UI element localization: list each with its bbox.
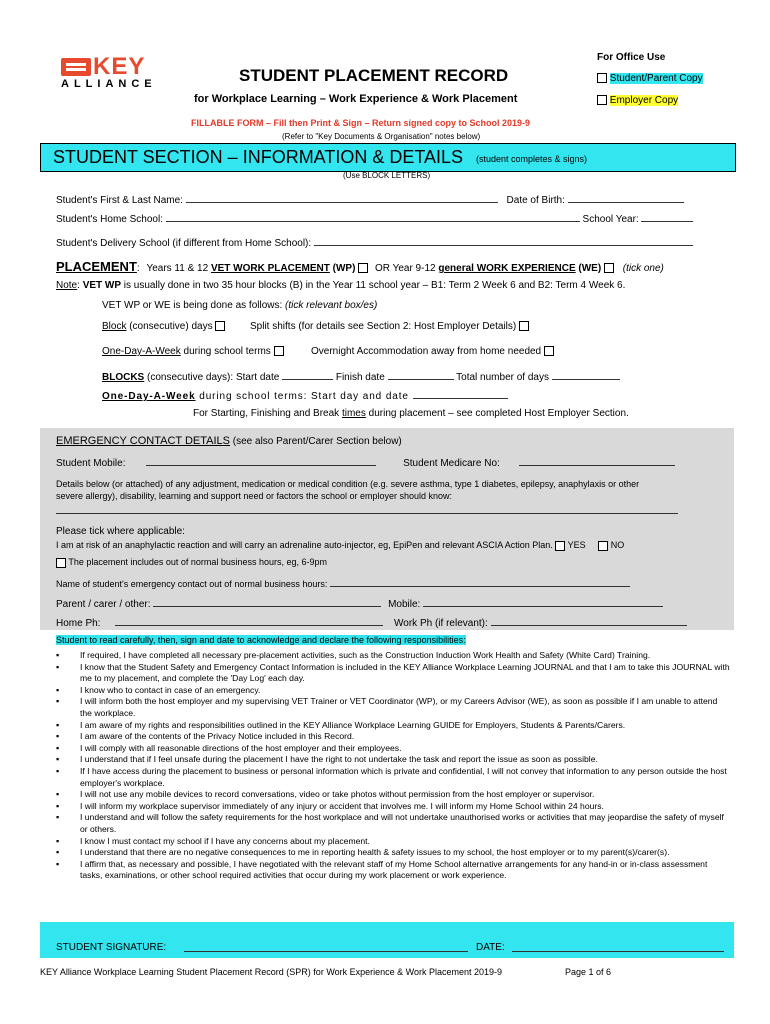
we-checkbox[interactable] bbox=[604, 263, 614, 273]
dob-field[interactable] bbox=[568, 193, 684, 203]
odaw-row bbox=[102, 389, 508, 402]
delivery-school-row bbox=[56, 236, 693, 249]
list-item: ▪ I am aware of my rights and responsibilities outlined in the KEY Alliance Workplace Learning GUIDE for Employers, Students & Parents/Carers. bbox=[56, 720, 731, 732]
page-title: STUDENT PLACEMENT RECORD bbox=[239, 66, 509, 85]
blocks-row bbox=[102, 370, 620, 383]
emergency-heading-row bbox=[56, 435, 402, 447]
odaw-field[interactable] bbox=[413, 389, 508, 399]
parent-field[interactable] bbox=[153, 597, 381, 607]
logo-brand: KEY bbox=[93, 53, 146, 80]
student-mobile-label: Student Mobile: bbox=[56, 458, 126, 469]
placement-note bbox=[56, 280, 625, 291]
school-year-field[interactable] bbox=[641, 212, 693, 222]
odaw-label: One-Day-A-Week bbox=[102, 391, 196, 402]
tick-relevant-note: (tick relevant box/es) bbox=[285, 300, 378, 311]
times-word: times bbox=[341, 408, 366, 419]
checkbox[interactable] bbox=[597, 95, 607, 105]
signature-section bbox=[40, 922, 734, 958]
or-label: OR Year 9-12 bbox=[374, 263, 436, 274]
please-tick: Please tick where applicable: bbox=[56, 526, 185, 537]
signature-label: STUDENT SIGNATURE: bbox=[56, 942, 167, 953]
list-item: ▪ I will inform my workplace supervisor immediately of any injury or accident that involves me. I will inform my Home School within 24 hours. bbox=[56, 801, 731, 813]
name-row bbox=[56, 193, 684, 206]
key-alliance-logo bbox=[61, 53, 159, 93]
section-note: (student completes & signs) bbox=[476, 154, 588, 164]
name-label: Student's First & Last Name: bbox=[56, 195, 183, 206]
delivery-school-label: Student's Delivery School (if different from Home School): bbox=[56, 238, 312, 249]
anaphylactic-label: I am at risk of an anaphylactic reaction and will carry an adrenaline auto-injector, eg, EpiPen and relevant ASCIA Action Plan. bbox=[56, 540, 553, 550]
home-school-label: Student's Home School: bbox=[56, 214, 163, 225]
contact-name-label: Name of student's emergency contact out of normal business hours: bbox=[56, 579, 328, 589]
list-item: ▪ I know who to contact in case of an emergency. bbox=[56, 685, 731, 697]
blocks-rest: (consecutive days): Start date bbox=[144, 372, 283, 383]
placement-heading: PLACEMENT bbox=[56, 259, 137, 274]
block-label: Block bbox=[102, 321, 127, 332]
refer-note: (Refer to "Key Documents & Organisation" notes below) bbox=[282, 132, 481, 141]
phone-row bbox=[56, 616, 687, 629]
responsibilities-list bbox=[56, 650, 731, 882]
finish-label: Finish date bbox=[333, 372, 388, 383]
no-checkbox[interactable] bbox=[598, 541, 608, 551]
outside-hours-checkbox[interactable] bbox=[56, 558, 66, 568]
contact-name-row bbox=[56, 577, 630, 589]
overnight-checkbox[interactable] bbox=[544, 346, 554, 356]
date-label: DATE: bbox=[476, 942, 505, 953]
note-colon: : bbox=[77, 280, 83, 291]
list-item: ▪ I will comply with all reasonable directions of the host employer and their employees. bbox=[56, 743, 731, 755]
tick-one-note: (tick one) bbox=[622, 263, 664, 274]
details-line-1: Details below (or attached) of any adjustment, medication or medical condition (e.g. severe asthma, type 1 diabetes, epilepsy, anaphylaxis or other bbox=[56, 479, 640, 489]
starting-pre: For Starting, Finishing and Break bbox=[193, 408, 342, 419]
total-days-field[interactable] bbox=[552, 370, 620, 380]
note-label: Note bbox=[56, 280, 78, 291]
overnight-label: Overnight Accommodation away from home needed bbox=[311, 346, 542, 357]
starting-note bbox=[193, 408, 629, 419]
wp-checkbox[interactable] bbox=[358, 263, 368, 273]
outside-hours-label: The placement includes out of normal business hours, eg, 6-9pm bbox=[68, 557, 327, 567]
list-item: ▪ I will not use any mobile devices to record conversations, video or take photos without permission from the host employer or supervisor. bbox=[56, 789, 731, 801]
page-number: Page 1 of 6 bbox=[565, 967, 612, 977]
dob-label: Date of Birth: bbox=[506, 195, 565, 206]
note-bold: VET WP bbox=[82, 280, 122, 291]
emergency-heading: EMERGENCY CONTACT DETAILS bbox=[56, 435, 230, 447]
wp-abbr: (WP) bbox=[332, 263, 356, 274]
list-item: ▪ I am aware of the contents of the Privacy Notice included in this Record. bbox=[56, 731, 731, 743]
placement-row bbox=[56, 259, 664, 274]
office-employer-copy[interactable] bbox=[597, 95, 678, 106]
responsibilities-intro: Student to read carefully, then, sign and date to acknowledge and declare the following responsibilities: bbox=[56, 635, 466, 645]
emergency-heading-note: (see also Parent/Carer Section below) bbox=[230, 436, 402, 447]
student-mobile-field[interactable] bbox=[146, 456, 376, 466]
school-year-label: School Year: bbox=[582, 214, 639, 225]
one-day-label: One-Day-A-Week bbox=[102, 346, 181, 357]
logo-sub: ALLIANCE bbox=[61, 78, 157, 90]
medicare-field[interactable] bbox=[519, 456, 675, 466]
no-label: NO bbox=[610, 540, 625, 550]
office-student-copy[interactable] bbox=[597, 73, 703, 84]
page-subtitle: for Workplace Learning – Work Experience & Work Placement bbox=[194, 93, 518, 105]
signature-field[interactable] bbox=[184, 951, 468, 952]
name-field[interactable] bbox=[186, 193, 498, 203]
home-ph-label: Home Ph: bbox=[56, 618, 101, 629]
details-line-2: severe allergy), disability, learning and support need or factors the school or employer should know: bbox=[56, 491, 453, 501]
we-abbr: (WE) bbox=[578, 263, 602, 274]
list-item: ▪ I understand that if I feel unsafe during the placement I have the right to not undertake the task and report the issue as soon as possible. bbox=[56, 754, 731, 766]
list-item: ▪ I know that the Student Safety and Emergency Contact Information is included in the KEY Alliance Workplace Learning JOURNAL and that I am to take this JOURNAL with me to my placement, and complete the 'Day Log' each day. bbox=[56, 662, 731, 685]
yes-checkbox[interactable] bbox=[555, 541, 565, 551]
employer-copy-label: Employer Copy bbox=[609, 95, 679, 106]
office-use-title: For Office Use bbox=[597, 52, 666, 63]
fillable-note: FILLABLE FORM – Fill then Print & Sign – Return signed copy to School 2019-9 bbox=[191, 118, 531, 128]
contact-name-field[interactable] bbox=[330, 577, 630, 587]
date-field[interactable] bbox=[512, 951, 724, 952]
work-ph-label: Work Ph (if relevant): bbox=[394, 618, 488, 629]
split-option bbox=[250, 321, 529, 332]
mobile-row bbox=[56, 456, 675, 469]
starting-post: during placement – see completed Host Employer Section. bbox=[365, 408, 629, 419]
list-item: ▪ If required, I have completed all necessary pre-placement activities, such as the Construction Induction Work Health and Safety (White Card) Training. bbox=[56, 650, 731, 662]
list-item: ▪ I understand and will follow the safety requirements for the host workplace and will not undertake unauthorised works or activities that may jeopardise the safety of myself or others. bbox=[56, 812, 731, 835]
split-checkbox[interactable] bbox=[519, 321, 529, 331]
parent-mobile-field[interactable] bbox=[423, 597, 663, 607]
placement-years: Years 11 & 12 bbox=[146, 263, 209, 274]
section-header bbox=[40, 143, 736, 172]
one-day-option bbox=[102, 346, 284, 357]
list-item: ▪ I affirm that, as necessary and possible, I have negotiated with the relevant staff of my Home School alternative arrangements for any hand-in or in-class assessment tasks, examinations, or other school required activities that occur during my work placement or work experience. bbox=[56, 859, 731, 882]
block-rest: (consecutive) days bbox=[126, 321, 213, 332]
list-item: ▪ I know I must contact my school if I have any concerns about my placement. bbox=[56, 836, 731, 848]
split-label: Split shifts (for details see Section 2: Host Employer Details) bbox=[250, 321, 517, 332]
being-done-label: VET WP or WE is being done as follows: bbox=[102, 300, 286, 311]
odaw-rest: during school terms: Start day and date bbox=[195, 391, 413, 402]
list-item: ▪ I understand that there are no negative consequences to me in reporting health & safety issues to my school, the host employer or to my parent(s)/carer(s). bbox=[56, 847, 731, 859]
one-day-rest: during school terms bbox=[180, 346, 271, 357]
footer-text: KEY Alliance Workplace Learning Student Placement Record (SPR) for Work Experience & Work Placement 2019-9 bbox=[40, 967, 503, 977]
one-day-checkbox[interactable] bbox=[274, 346, 284, 356]
vet-wp-label: VET WORK PLACEMENT bbox=[210, 263, 330, 274]
home-school-row bbox=[56, 212, 693, 225]
work-ph-field[interactable] bbox=[491, 616, 687, 626]
block-option bbox=[102, 321, 225, 332]
being-done-row bbox=[102, 300, 377, 311]
start-date-field[interactable] bbox=[282, 370, 333, 380]
blocks-label: BLOCKS bbox=[102, 372, 145, 383]
home-school-field[interactable] bbox=[166, 212, 580, 222]
checkbox[interactable] bbox=[597, 73, 607, 83]
section-title: STUDENT SECTION – INFORMATION & DETAILS bbox=[53, 147, 464, 167]
student-parent-copy-label: Student/Parent Copy bbox=[609, 73, 703, 84]
block-checkbox[interactable] bbox=[215, 321, 225, 331]
overnight-option bbox=[311, 346, 554, 357]
colon: : bbox=[136, 263, 140, 274]
delivery-school-field[interactable] bbox=[314, 236, 693, 246]
yes-label: YES bbox=[567, 540, 586, 550]
outside-hours-row bbox=[56, 557, 327, 568]
note-text: is usually done in two 35 hour blocks (B) in the Year 11 school year – B1: Term 2 Week 6 and B2: Term 4 Week 6. bbox=[121, 280, 626, 291]
anaphylactic-row bbox=[56, 540, 624, 551]
parent-mobile-label: Mobile: bbox=[388, 599, 421, 610]
home-ph-field[interactable] bbox=[115, 616, 383, 626]
general-we-label: general WORK EXPERIENCE bbox=[438, 263, 576, 274]
total-label: Total number of days bbox=[453, 372, 552, 383]
block-letters-note: (Use BLOCK LETTERS) bbox=[343, 171, 431, 180]
list-item: ▪ If I have access during the placement to business or personal information which is private and confidential, I will not convey that information to any person outside the host employer's workplace. bbox=[56, 766, 731, 789]
parent-row bbox=[56, 597, 663, 610]
finish-date-field[interactable] bbox=[388, 370, 454, 380]
parent-label: Parent / carer / other: bbox=[56, 599, 151, 610]
details-field[interactable] bbox=[56, 513, 678, 514]
list-item: ▪ I will inform both the host employer and my supervising VET Trainer or VET Coordinator (WP), or my Careers Advisor (WE), as soon as possible if I am unable to attend the workplace. bbox=[56, 696, 731, 719]
medicare-label: Student Medicare No: bbox=[403, 458, 500, 469]
